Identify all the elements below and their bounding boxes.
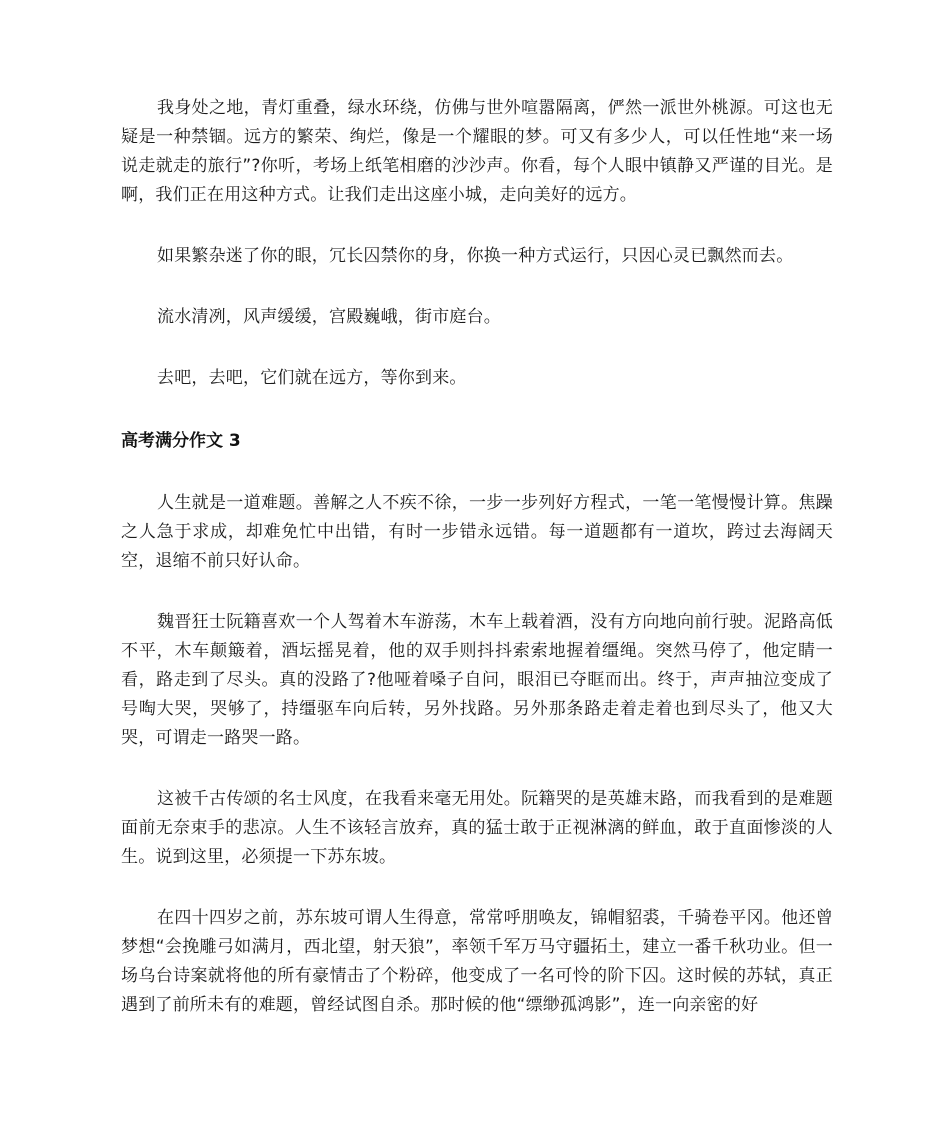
paragraph: 我身处之地，青灯重叠，绿水环绕，仿佛与世外喧嚣隔离，俨然一派世外桃源。可这也无疑是一种禁锢。远方的繁荣、绚烂，像是一个耀眼的梦。可又有多少人，可以任性地“来一场说走就走的旅行”?你听，考场上纸笔相磨的沙沙声。你看，每个人眼中镇静又严谨的目光。是啊，我们正在用这种方式。让我们走出这座小城，走向美好的远方。 <box>121 98 833 205</box>
section-heading: 高考满分作文 3 <box>121 431 241 451</box>
paragraph: 人生就是一道难题。善解之人不疾不徐，一步一步列好方程式，一笔一笔慢慢计算。焦躁之人急于求成，却难免忙中出错，有时一步错永远错。每一道题都有一道坎，跨过去海阔天空，退缩不前只好认命。 <box>121 493 833 571</box>
paragraph: 魏晋狂士阮籍喜欢一个人驾着木车游荡，木车上载着酒，没有方向地向前行驶。泥路高低不平，木车颠簸着，酒坛摇晃着，他的双手则抖抖索索地握着缰绳。突然马停了，他定睛一看，路走到了尽头。真的没路了?他哑着嗓子自问，眼泪已夺眶而出。终于，声声抽泣变成了号啕大哭，哭够了，持缰驱车向后转，另外找路。另外那条路走着走着也到尽头了，他又大哭，可谓走一路哭一路。 <box>121 612 833 748</box>
paragraph: 在四十四岁之前，苏东坡可谓人生得意，常常呼朋唤友，锦帽貂裘，千骑卷平冈。他还曾梦想“会挽雕弓如满月，西北望，射天狼”，率领千军万马守疆拓土，建立一番千秋功业。但一场乌台诗案就将他的所有豪情击了个粉碎，他变成了一名可怜的阶下囚。这时候的苏轼，真正遇到了前所未有的难题，曾经试图自杀。那时候的他“缥缈孤鸿影”，连一向亲密的好 <box>121 908 833 1015</box>
paragraph: 这被千古传颂的名士风度，在我看来毫无用处。阮籍哭的是英雄末路，而我看到的是难题面前无奈束手的悲凉。人生不该轻言放弃，真的猛士敢于正视淋漓的鲜血，敢于直面惨淡的人生。说到这里，必须提一下苏东坡。 <box>121 789 833 867</box>
paragraph: 如果繁杂迷了你的眼，冗长囚禁你的身，你换一种方式运行，只因心灵已飘然而去。 <box>157 246 794 266</box>
paragraph: 流水清冽，风声缓缓，宫殿巍峨，街市庭台。 <box>157 307 501 327</box>
paragraph: 去吧，去吧，它们就在远方，等你到来。 <box>157 368 467 388</box>
document-content <box>121 94 833 1020</box>
